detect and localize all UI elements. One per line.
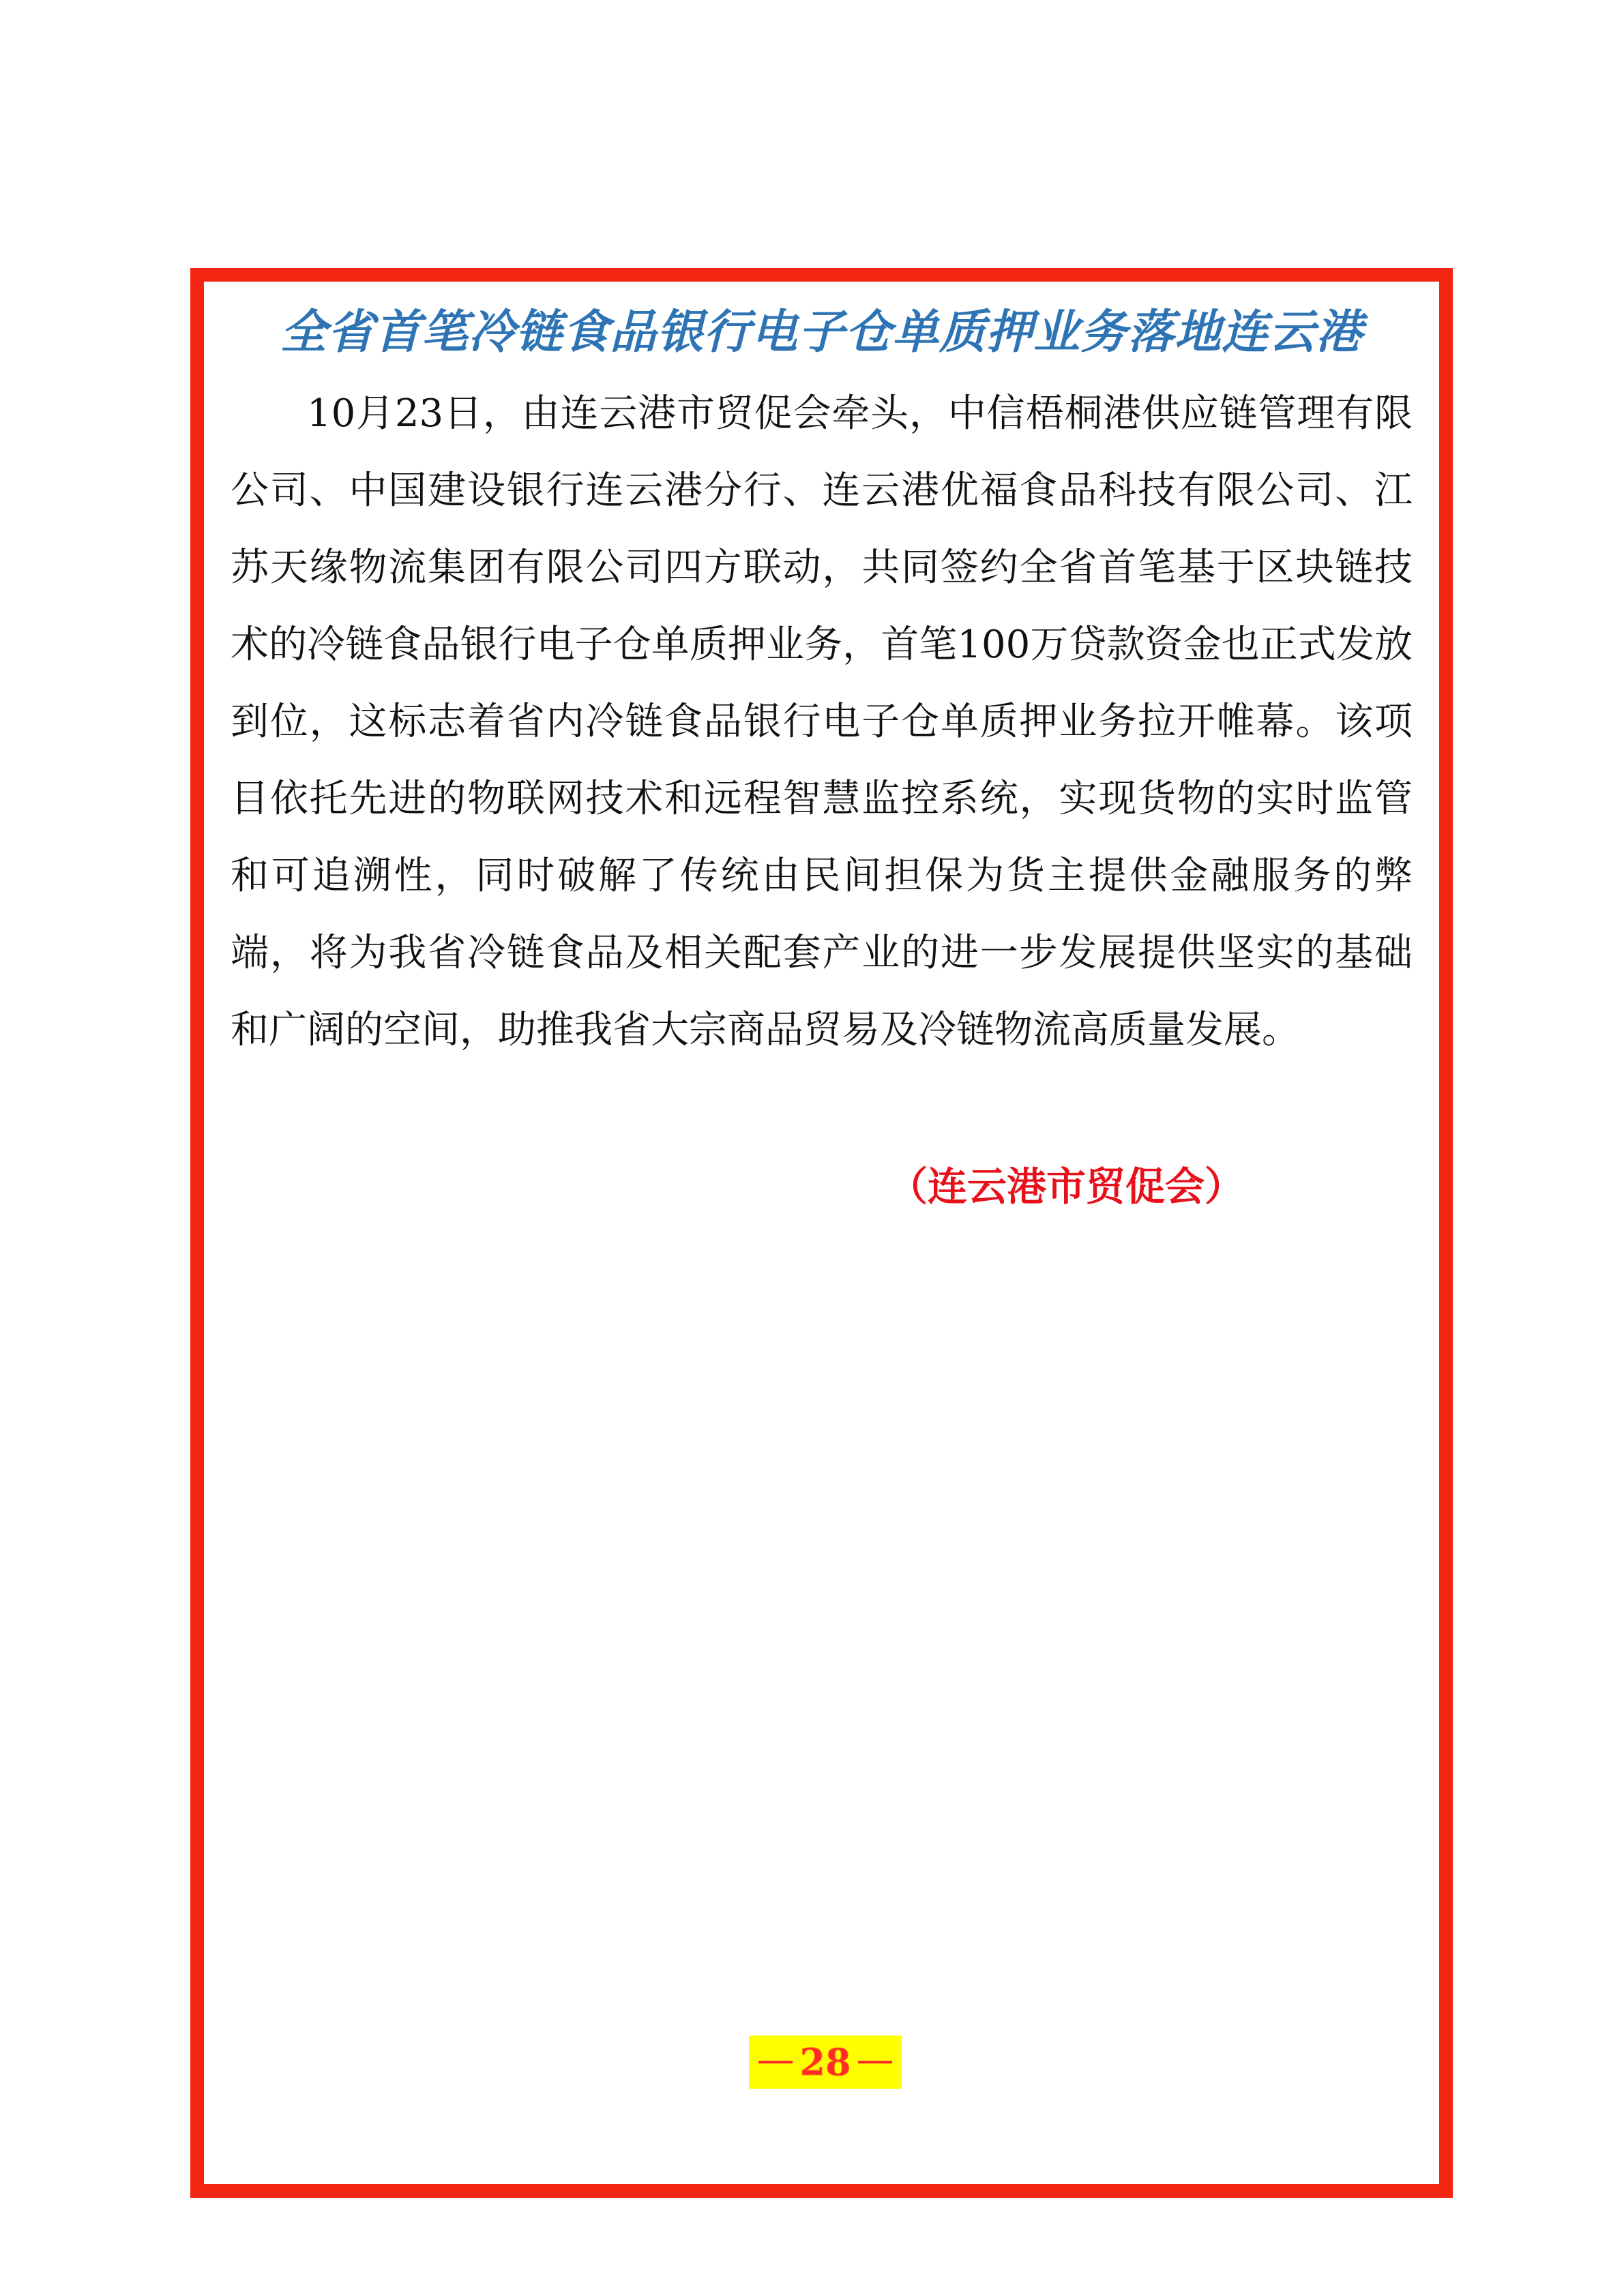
article-body: 10月23日，由连云港市贸促会牵头，中信梧桐港供应链管理有限公司、中国建设银行连云港分行、连云港优福食品科技有限公司、江苏天缘物流集团有限公司四方联动，共同签约全省首笔基于区块链技术的冷链食品银行电子仓单质押业务，首笔100万贷款资金也正式发放到位，这标志着省内冷链食品银行电子仓单质押业务拉开帷幕。该项目依托先进的物联网技术和远程智慧监控系统，实现货物的实时监管和可追溯性，同时破解了传统由民间担保为货主提供金融服务的弊端，将为我省冷链食品及相关配套产业的进一步发展提供坚实的基础和广阔的空间，助推我省大宗商品贸易及冷链物流高质量发展。: [231, 391, 1413, 1052]
dash-left: [758, 2061, 793, 2063]
article-source: （连云港市贸促会）: [888, 1163, 1245, 1210]
page-number-badge: [749, 2036, 902, 2089]
red-border-frame: [190, 268, 1453, 2198]
page-number: 28: [799, 2040, 851, 2084]
dash-right: [858, 2061, 892, 2063]
article-title: 全省首笔冷链食品银行电子仓单质押业务落地连云港: [280, 305, 1363, 359]
